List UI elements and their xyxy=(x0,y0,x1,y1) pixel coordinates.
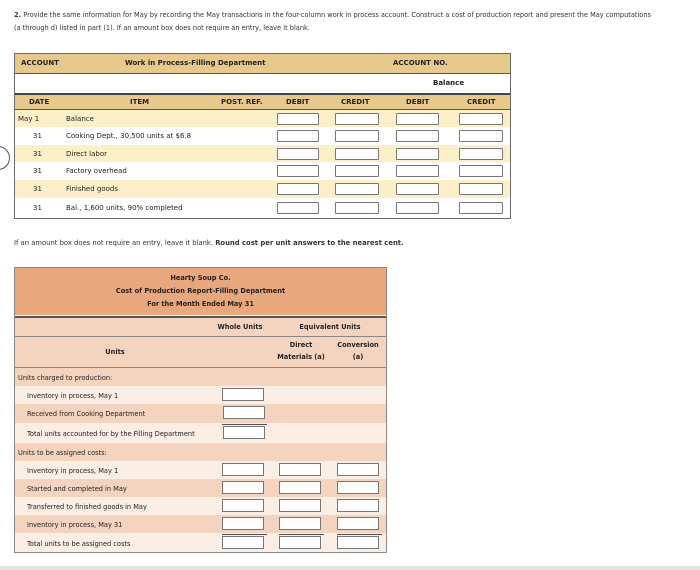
whole-units-input[interactable] xyxy=(222,388,264,401)
ledger-balance-debit-input[interactable] xyxy=(396,183,439,195)
conversion-total-input[interactable] xyxy=(337,536,379,549)
report-title-block xyxy=(15,268,386,315)
ledger-row xyxy=(15,145,510,162)
ledger-balance-debit-input[interactable] xyxy=(396,148,439,160)
report-row xyxy=(15,461,386,479)
ledger-row xyxy=(15,110,510,127)
question-number: 2. xyxy=(14,11,22,19)
report-row-label: Received from Cooking Department xyxy=(27,410,146,418)
section-assigned-label: Units to be assigned costs: xyxy=(18,449,107,457)
header-balance-credit: CREDIT xyxy=(467,98,496,106)
header-balance-debit: DEBIT xyxy=(406,98,430,106)
ledger-row-item: Factory overhead xyxy=(66,167,127,175)
col-conversion-2: (a) xyxy=(352,353,364,361)
section-charged-label: Units charged to production: xyxy=(18,374,113,382)
ledger-row-date: 31 xyxy=(33,204,42,212)
report-row-label: Started and completed in May xyxy=(27,485,127,493)
whole-units-input[interactable] xyxy=(222,499,264,512)
report-period: For the Month Ended May 31 xyxy=(147,300,254,308)
note-bold-text: Round cost per unit answers to the nearest cent. xyxy=(215,239,404,247)
instructions xyxy=(14,9,698,35)
report-row xyxy=(15,497,386,515)
report-row xyxy=(15,386,386,404)
ledger-debit-input[interactable] xyxy=(277,165,319,177)
whole-units-total-input[interactable] xyxy=(223,426,265,439)
cost-of-production-report xyxy=(14,267,387,553)
ledger-balance-debit-input[interactable] xyxy=(396,130,439,142)
header-date: DATE xyxy=(29,98,50,106)
ledger-row-item: Cooking Dept., 30,500 units at $6.8 xyxy=(66,132,192,140)
section-charged-row xyxy=(15,368,386,386)
report-header-row-2 xyxy=(15,337,386,367)
ledger-row xyxy=(15,162,510,180)
ledger-balance-credit-input[interactable] xyxy=(459,113,503,125)
ledger-header-row xyxy=(15,95,510,109)
report-title: Cost of Production Report-Filling Department xyxy=(115,287,286,295)
ledger-balance-credit-input[interactable] xyxy=(459,183,503,195)
instructions-line-2: (a through d) listed in part (1). If an amount box does not require an entry, leave it blank. xyxy=(14,24,310,32)
ledger-row-date: May 1 xyxy=(18,115,40,123)
ledger-balance-credit-input[interactable] xyxy=(459,130,503,142)
ledger-row-date: 31 xyxy=(33,167,42,175)
conversion-input[interactable] xyxy=(337,499,379,512)
ledger-row-item: Finished goods xyxy=(66,185,119,193)
ledger-row-item: Direct labor xyxy=(66,150,108,158)
header-item: ITEM xyxy=(130,98,150,106)
report-row-label: Total units accounted for by the Filling Department xyxy=(27,430,195,438)
conversion-input[interactable] xyxy=(337,481,379,494)
ledger-row xyxy=(15,180,510,198)
section-assigned-row xyxy=(15,443,386,461)
col-whole-units: Whole Units xyxy=(217,323,263,331)
ledger-debit-input[interactable] xyxy=(277,148,319,160)
header-post-ref: POST. REF. xyxy=(221,98,263,106)
report-row-label: Inventory in process, May 1 xyxy=(27,467,119,475)
ledger-credit-input[interactable] xyxy=(335,130,379,142)
ledger-debit-input[interactable] xyxy=(277,183,319,195)
ledger-row-date: 31 xyxy=(33,150,42,158)
report-row-label: Inventory in process, May 31 xyxy=(27,521,123,529)
header-debit: DEBIT xyxy=(286,98,310,106)
report-company: Hearty Soup Co. xyxy=(170,274,231,282)
ledger-debit-input[interactable] xyxy=(277,130,319,142)
whole-units-input[interactable] xyxy=(222,481,264,494)
side-navigation-icon[interactable] xyxy=(0,146,10,170)
report-row xyxy=(15,479,386,497)
ledger-balance-credit-input[interactable] xyxy=(459,165,503,177)
ledger-row-date: 31 xyxy=(33,185,42,193)
report-row xyxy=(15,515,386,533)
whole-units-input[interactable] xyxy=(222,517,264,530)
whole-units-input[interactable] xyxy=(223,406,265,419)
ledger-balance-debit-input[interactable] xyxy=(396,165,439,177)
direct-materials-input[interactable] xyxy=(279,499,321,512)
whole-units-input[interactable] xyxy=(222,463,264,476)
direct-materials-input[interactable] xyxy=(279,517,321,530)
col-equivalent-units: Equivalent Units xyxy=(299,323,361,331)
ledger-balance-credit-input[interactable] xyxy=(459,202,503,214)
col-direct-materials-1: Direct xyxy=(289,341,313,349)
work-in-process-ledger xyxy=(14,53,511,219)
report-header-row-1 xyxy=(15,318,386,336)
ledger-credit-input[interactable] xyxy=(335,113,379,125)
ledger-balance-debit-input[interactable] xyxy=(396,113,439,125)
instructions-line-1: Provide the same information for May by recording the May transactions in the four-column work in process account. Construct a cost of production report and present the May computations xyxy=(23,11,651,19)
note-text: If an amount box does not require an entry, leave it blank. xyxy=(14,239,214,247)
report-row xyxy=(15,423,386,443)
ledger-row-item: Bal., 1,600 units, 90% completed xyxy=(66,204,183,212)
report-row-label: Transferred to finished goods in May xyxy=(27,503,147,511)
ledger-account-row xyxy=(15,54,510,73)
col-units: Units xyxy=(105,348,125,356)
report-row xyxy=(15,404,386,423)
balance-label: Balance xyxy=(433,79,465,87)
whole-units-total-input[interactable] xyxy=(222,536,264,549)
ledger-balance-credit-input[interactable] xyxy=(459,148,503,160)
direct-materials-input[interactable] xyxy=(279,463,321,476)
ledger-row-date: 31 xyxy=(33,132,42,140)
ledger-credit-input[interactable] xyxy=(335,148,379,160)
report-row-label: Inventory in process, May 1 xyxy=(27,392,119,400)
report-row-label: Total units to be assigned costs xyxy=(27,540,131,548)
ledger-debit-input[interactable] xyxy=(277,113,319,125)
ledger-row xyxy=(15,127,510,145)
direct-materials-input[interactable] xyxy=(279,481,321,494)
ledger-row xyxy=(15,198,510,218)
bottom-divider xyxy=(0,566,700,570)
ledger-credit-input[interactable] xyxy=(335,183,379,195)
ledger-credit-input[interactable] xyxy=(335,202,379,214)
header-credit: CREDIT xyxy=(341,98,370,106)
ledger-debit-input[interactable] xyxy=(277,202,319,214)
account-label: ACCOUNT xyxy=(21,59,59,67)
account-no-label: ACCOUNT NO. xyxy=(393,59,448,67)
col-conversion-1: Conversion xyxy=(337,341,379,349)
col-direct-materials-2: Materials (a) xyxy=(277,353,325,361)
account-name: Work in Process-Filling Department xyxy=(125,59,266,67)
ledger-row-item: Balance xyxy=(66,115,94,123)
rounding-note xyxy=(14,239,404,247)
ledger-balance-debit-input[interactable] xyxy=(396,202,439,214)
direct-materials-total-input[interactable] xyxy=(279,536,321,549)
ledger-credit-input[interactable] xyxy=(335,165,379,177)
conversion-input[interactable] xyxy=(337,517,379,530)
ledger-balance-row xyxy=(15,74,510,93)
conversion-input[interactable] xyxy=(337,463,379,476)
report-row xyxy=(15,533,386,552)
